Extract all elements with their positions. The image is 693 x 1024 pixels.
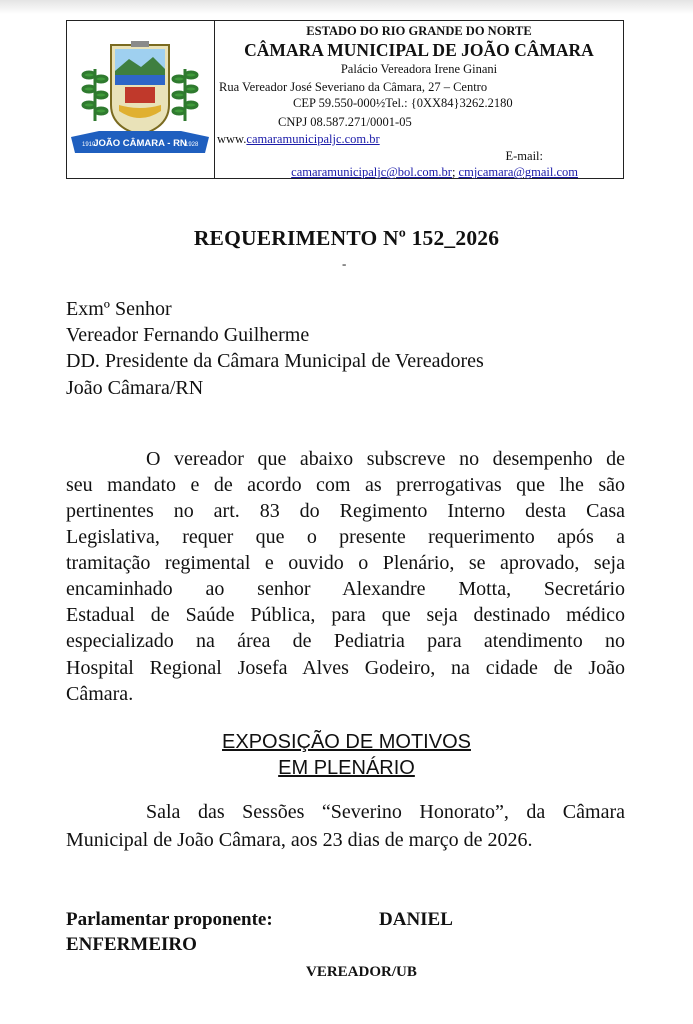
addressee-line: João Câmara/RN bbox=[66, 377, 204, 399]
exposition-heading: EXPOSIÇÃO DE MOTIVOS bbox=[222, 731, 471, 753]
logo-banner-text: JOÃO CÂMARA - RN bbox=[93, 138, 187, 149]
signature-name-part1: DANIEL bbox=[379, 909, 453, 930]
email-list bbox=[291, 165, 578, 181]
body-line: especializado na área de Pediatria para atendimento no bbox=[66, 630, 625, 652]
right-plant-icon bbox=[173, 69, 197, 121]
exposition-heading: EM PLENÁRIO bbox=[278, 757, 415, 779]
letterhead bbox=[66, 20, 624, 179]
signature-role: VEREADOR/UB bbox=[306, 964, 417, 980]
logo-cell bbox=[67, 21, 215, 178]
email-link-1[interactable]: camaramunicipaljc@bol.com.br bbox=[291, 165, 452, 179]
palace-name: Palácio Vereadora Irene Ginani bbox=[340, 62, 498, 76]
addressee-line: Vereador Fernando Guilherme bbox=[66, 324, 310, 346]
body-line: seu mandato e de acordo com as prerrogativas que lhe são bbox=[66, 474, 625, 496]
body-line: Hospital Regional Josefa Alves Godeiro, na cidade de João bbox=[66, 657, 625, 679]
body-line: tramitação regimental e ouvido o Plenário, se aprovado, seja bbox=[66, 552, 625, 574]
body-line: Legislativa, requer que o presente requerimento após a bbox=[66, 526, 625, 548]
closing-line: Sala das Sessões “Severino Honorato”, da Câmara bbox=[146, 801, 625, 823]
website bbox=[217, 132, 380, 148]
email-separator: ; bbox=[451, 165, 459, 179]
chamber-name: CÂMARA MUNICIPAL DE JOÃO CÂMARA bbox=[244, 40, 594, 60]
letterhead-text bbox=[215, 21, 623, 178]
body-line: Câmara. bbox=[66, 683, 134, 705]
body-line: encaminhado ao senhor Alexandre Motta, Secretário bbox=[66, 578, 625, 600]
email-link-2[interactable]: cmjcamara@gmail.com bbox=[458, 165, 578, 179]
website-link[interactable]: camaramunicipaljc.com.br bbox=[246, 132, 380, 146]
cep-phone: CEP 59.550-000½Tel.: {0XX84}3262.2180 bbox=[293, 96, 513, 110]
body-line: pertinentes no art. 83 do Regimento Interno desta Casa bbox=[66, 500, 625, 522]
document-title: REQUERIMENTO Nº 152_2026 bbox=[193, 226, 500, 250]
page-top-shadow bbox=[0, 0, 693, 14]
addressee-line: DD. Presidente da Câmara Municipal de Vereadores bbox=[66, 350, 484, 372]
title-dash: - bbox=[342, 256, 347, 271]
signature-label: Parlamentar proponente: bbox=[66, 909, 273, 930]
body-line: Estadual de Saúde Pública, para que seja destinado médico bbox=[66, 604, 625, 626]
closing-line: Municipal de João Câmara, aos 23 dias de março de 2026. bbox=[66, 829, 533, 851]
body-line: O vereador que abaixo subscreve no desempenho de bbox=[146, 448, 625, 470]
logo-banner bbox=[71, 131, 209, 153]
logo-year-left: 1910 bbox=[82, 142, 96, 148]
signature-name-part2: ENFERMEIRO bbox=[66, 934, 197, 955]
shield-icon bbox=[111, 41, 169, 135]
left-plant-icon bbox=[83, 69, 107, 121]
addressee-line: Exmº Senhor bbox=[66, 298, 172, 320]
cnpj: CNPJ 08.587.271/0001-05 bbox=[278, 115, 412, 129]
website-prefix: www. bbox=[217, 132, 247, 146]
email-label: E-mail: bbox=[505, 149, 543, 163]
coat-of-arms-icon bbox=[69, 41, 211, 161]
logo-year-right: 1928 bbox=[185, 142, 199, 148]
street-address: Rua Vereador José Severiano da Câmara, 27 – Centro bbox=[219, 80, 488, 94]
state-name: ESTADO DO RIO GRANDE DO NORTE bbox=[306, 24, 532, 38]
